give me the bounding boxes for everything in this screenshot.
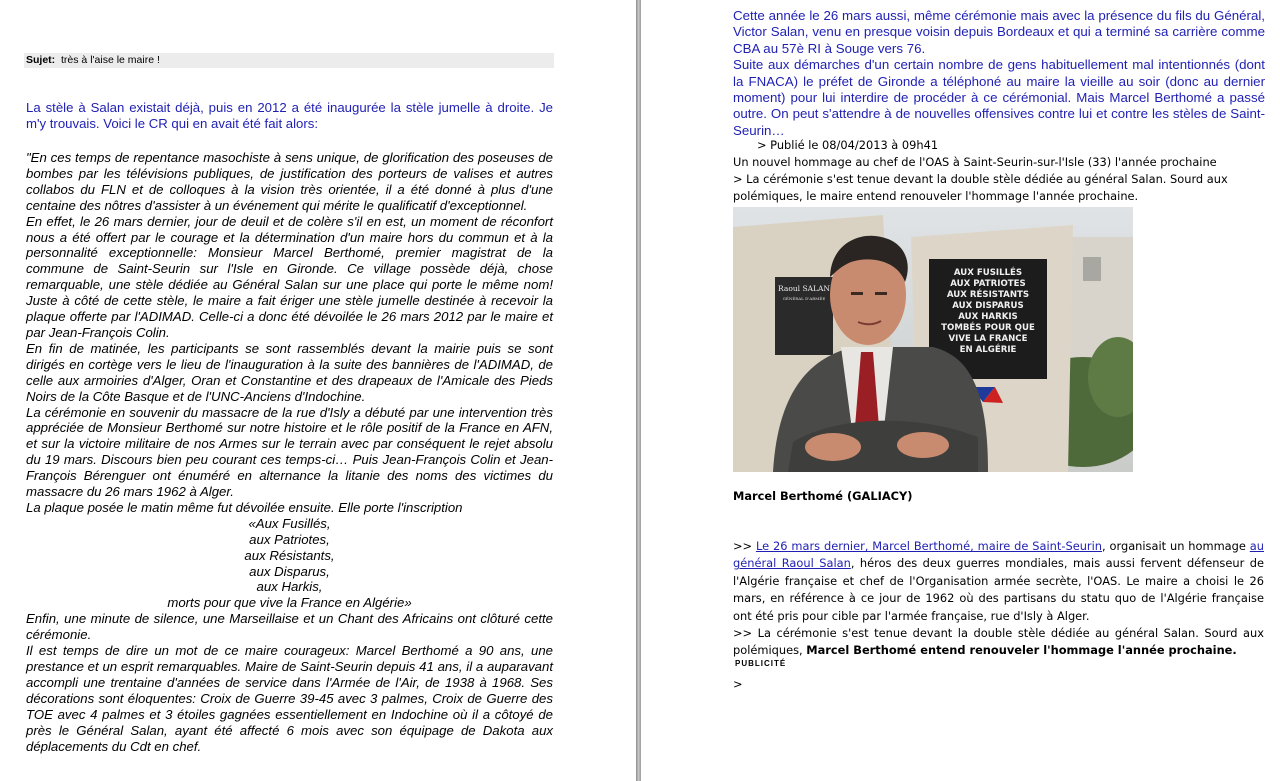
- body-text: , héros des deux guerres mondiales, mais aussi fervent défenseur de l'Algérie française et chef de l'Organisation armée secrète, l'OAS. Le maire a choisi le 26 mars, en référence à ce jour de 1962 où des partisans du statu quo de l'Algérie française ont été pris pour cible par l'armée française, rue d'Isly à Alger.: [733, 556, 1264, 623]
- article-paragraph: La plaque posée le matin même fut dévoilée ensuite. Elle porte l'inscription: [26, 499, 463, 515]
- article-body-right: [733, 538, 1264, 660]
- arrow-marker: >: [733, 677, 743, 691]
- body-paragraph: [733, 625, 1264, 660]
- plaque-line: AUX DISPARUS: [952, 301, 1024, 311]
- plaque-line: AUX FUSILLÉS: [953, 268, 1023, 278]
- article-lead: > La cérémonie s'est tenue devant la double stèle dédiée au général Salan. Sourd aux polémiques, le maire entend renouveler l'hommage l'année prochaine.: [733, 172, 1228, 204]
- subject-line: [24, 53, 554, 68]
- plaque-left-sub: GÉNÉRAL D'ARMÉE: [782, 296, 826, 301]
- subject-value: très à l'aise le maire !: [61, 54, 160, 66]
- article-paragraph: En effet, le 26 mars dernier, jour de deuil et de colère s'il en est, un moment de réconfort nous a été offert par le courage et la détermination d'un maire hors du commun et à la personnalité exceptionnelle: Monsieur Marcel Berthomé, premier magistrat de la commune de Saint-Seurin sur l'Isle en Gironde. Ce village possède déjà, chose remarquable, une stèle dédiée au Général Salan sur une place qui porte le même nom! Juste à côté de cette stèle, le maire a fait ériger une stèle jumelle destinée à recevoir la plaque offerte par l'ADIMAD. Celle-ci a donc été dévoilée le 26 mars 2012 par le maire et par Jean-François Colin.: [26, 213, 553, 340]
- article-paragraph: Enfin, une minute de silence, une Marseillaise et un Chant des Africains ont clôturé cette cérémonie.: [26, 611, 553, 643]
- article-photo: [733, 207, 1133, 472]
- blue-commentary: [733, 8, 1265, 139]
- body-paragraph: [733, 538, 1264, 625]
- body-text: >> La cérémonie s'est tenue devant la double stèle dédiée au général Salan. Sourd aux polémiques,: [733, 626, 1264, 658]
- body-text: , organisait un hommage: [1102, 539, 1250, 553]
- plaque-line: AUX HARKIS: [958, 312, 1018, 322]
- article-body: [26, 150, 553, 754]
- article-link-salan[interactable]: au général Raoul Salan: [733, 539, 1264, 571]
- published-date: > Publié le 08/04/2013 à 09h41: [757, 138, 939, 152]
- article-paragraph: La cérémonie en souvenir du massacre de la rue d'Isly a débuté par une intervention très appréciée de Monsieur Berthomé sur notre histoire et le rôle positif de la France en AFN, et sur la victoire militaire de nos Armes sur le terrain avec par conséquent le rejet absolu du 19 mars. Discours bien peu courant ces temps-ci… Puis Jean-François Colin et Jean-François Bérenguer ont énuméré en alternance la litanie des noms des victimes du massacre du 26 mars 1962 à Alger.: [26, 404, 553, 500]
- article-paragraph: Il est temps de dire un mot de ce maire courageux: Marcel Berthomé a 90 ans, une prestance et un esprit remarquables. Maire de Saint-Seurin depuis 41 ans, il a auparavant accompli une trentaine d'années de service dans l'Armée de l'Air, de 1938 à 1968. Ses décorations sont éloquentes: Croix de Guerre 39-45 avec 3 palmes, Croix de Guerre des TOE avec 4 palmes et 3 étoiles gagnées essentiellement en Indochine où il a côtoyé de près le Général Salan, ayant été affecté 6 mois avec son équipage de Dakota aux déplacements du Cdt en chef.: [26, 643, 553, 754]
- subject-label: Sujet:: [26, 54, 56, 66]
- article-paragraph: En fin de matinée, les participants se sont rassemblés devant la mairie puis se sont dirigés en cortège vers le lieu de l'inauguration à la suite des bannières de l'ADIMAD, de celle aux armoiries d'Alger, Oran et Constantine et des drapeaux de l'Amicale des Pieds Noirs de la Côte Basque et de l'UNC-Anciens d'Indochine.: [26, 340, 553, 404]
- plaque-line: AUX RÉSISTANTS: [946, 290, 1030, 300]
- commentary-paragraph: Suite aux démarches d'un certain nombre de gens habituellement mal intentionnés (dont la FNACA) le préfet de Gironde a téléphoné au maire la vieille au soir (donc au dernier moment) pour lui interdire de procéder à ce cérémonial. Mais Marcel Berthomé a passé outre. On peut s'attendre à de nouvelles offensives contre lui et contre les stèles de Saint-Seurin…: [733, 57, 1265, 138]
- right-page: [641, 0, 1280, 781]
- body-bold: Marcel Berthomé entend renouveler l'hommage l'année prochaine.: [806, 643, 1237, 658]
- plaque-line: VIVE LA FRANCE: [948, 334, 1028, 344]
- left-page: [0, 0, 636, 781]
- intro-text: La stèle à Salan existait déjà, puis en 2012 a été inaugurée la stèle jumelle à droite. Je m'y trouvais. Voici le CR qui en avait été fait alors:: [26, 100, 553, 131]
- inscription-line: aux Harkis,: [256, 579, 323, 595]
- body-prefix: >>: [733, 539, 756, 553]
- photo-caption: Marcel Berthomé (GALIACY): [733, 489, 913, 503]
- commentary-paragraph: Cette année le 26 mars aussi, même cérémonie mais avec la présence du fils du Général, Victor Salan, venu en presque voisin depuis Bordeaux et qui a terminé sa carrière comme CBA au 57è RI à Souge vers 76.: [733, 8, 1265, 56]
- inscription-line: aux Résistants,: [244, 547, 335, 563]
- plaque-line: AUX PATRIOTES: [950, 279, 1026, 289]
- advert-label: PUBLICITÉ: [735, 659, 787, 668]
- inscription-line: aux Disparus,: [249, 563, 330, 579]
- plaque-line: EN ALGÉRIE: [959, 345, 1017, 355]
- article-headline: Un nouvel hommage au chef de l'OAS à Saint-Seurin-sur-l'Isle (33) l'année prochaine: [733, 155, 1217, 169]
- inscription-line: «Aux Fusillés,: [248, 515, 331, 531]
- inscription-line: morts pour que vive la France en Algérie»: [167, 595, 412, 611]
- plaque-left-name: Raoul SALAN: [778, 284, 830, 293]
- photo-drawing: [733, 207, 1133, 472]
- plaque-line: TOMBÉS POUR QUE: [941, 323, 1035, 333]
- article-paragraph: "En ces temps de repentance masochiste à sens unique, de glorification des poseuses de bombes par les télévisions publiques, de justification des porteurs de valises et autres collabos du FLN et de colloques à la vision très orientée, il a été donné à plus d'une centaine des nôtres d'assister à un événement qui mérite le qualificatif d'exceptionnel.: [26, 150, 553, 213]
- inscription-line: aux Patriotes,: [249, 531, 330, 547]
- article-link-mayor[interactable]: Le 26 mars dernier, Marcel Berthomé, maire de Saint-Seurin: [755, 539, 1102, 553]
